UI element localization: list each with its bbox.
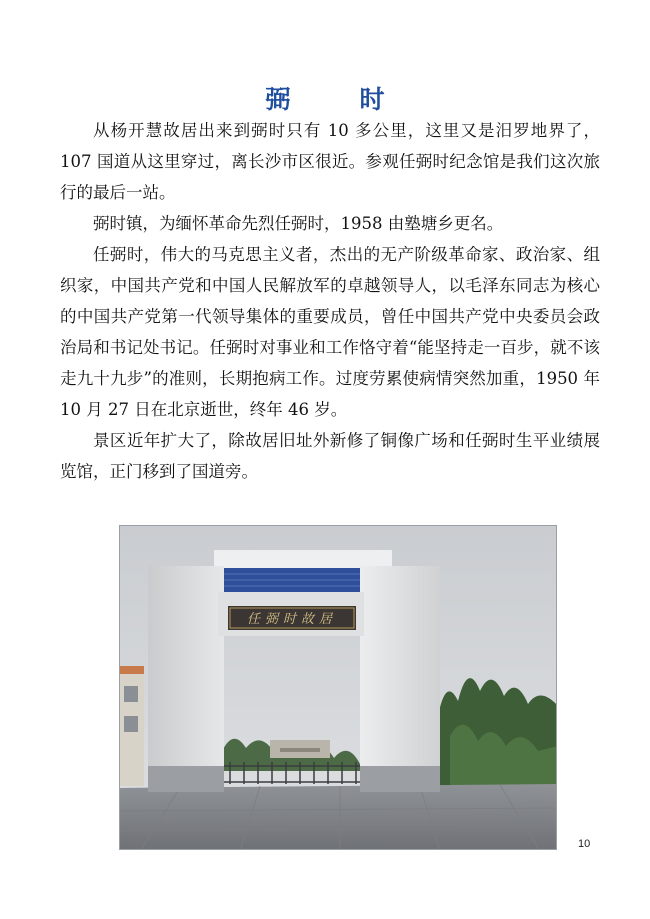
gate-sign-text: 任弼时故居 bbox=[246, 612, 338, 627]
gate-photo bbox=[119, 525, 557, 850]
paragraph: 弼时镇，为缅怀革命先烈任弼时，1958 由塾塘乡更名。 bbox=[93, 214, 504, 233]
paragraph: 从杨开慧故居出来到弼时只有 10 多公里，这里又是汨罗地界了，107 国道从这里穿过，离长沙市区很近。参观任弼时纪念馆是我们这次旅行的最后一站。 bbox=[60, 121, 600, 202]
gate-right-pillar bbox=[360, 566, 440, 792]
paragraph: 景区近年扩大了，除故居旧址外新修了铜像广场和任弼时生平业绩展览馆，正门移到了国道旁。 bbox=[60, 431, 600, 481]
gate-left-pillar bbox=[148, 566, 224, 792]
gate-top-cap bbox=[214, 550, 392, 568]
plaza-ground bbox=[120, 784, 557, 850]
page-title: 弼 时 bbox=[265, 85, 407, 114]
page-number: 10 bbox=[578, 838, 591, 850]
paragraph: 任弼时，伟大的马克思主义者，杰出的无产阶级革命家、政治家、组织家，中国共产党和中国人民解放军的卓越领导人，以毛泽东同志为核心的中国共产党第一代领导集体的重要成员，曾任中国共产党中央委员会政治局和书记处书记。任弼时对事业和工作恪守着“能坚持走一百步，就不该走九十九步”的准则，长期抱病工作。过度劳累使病情突然加重，1950 年 10 月 27 日在北京逝世，终年 46 岁。 bbox=[60, 245, 600, 419]
body-text bbox=[60, 115, 600, 487]
